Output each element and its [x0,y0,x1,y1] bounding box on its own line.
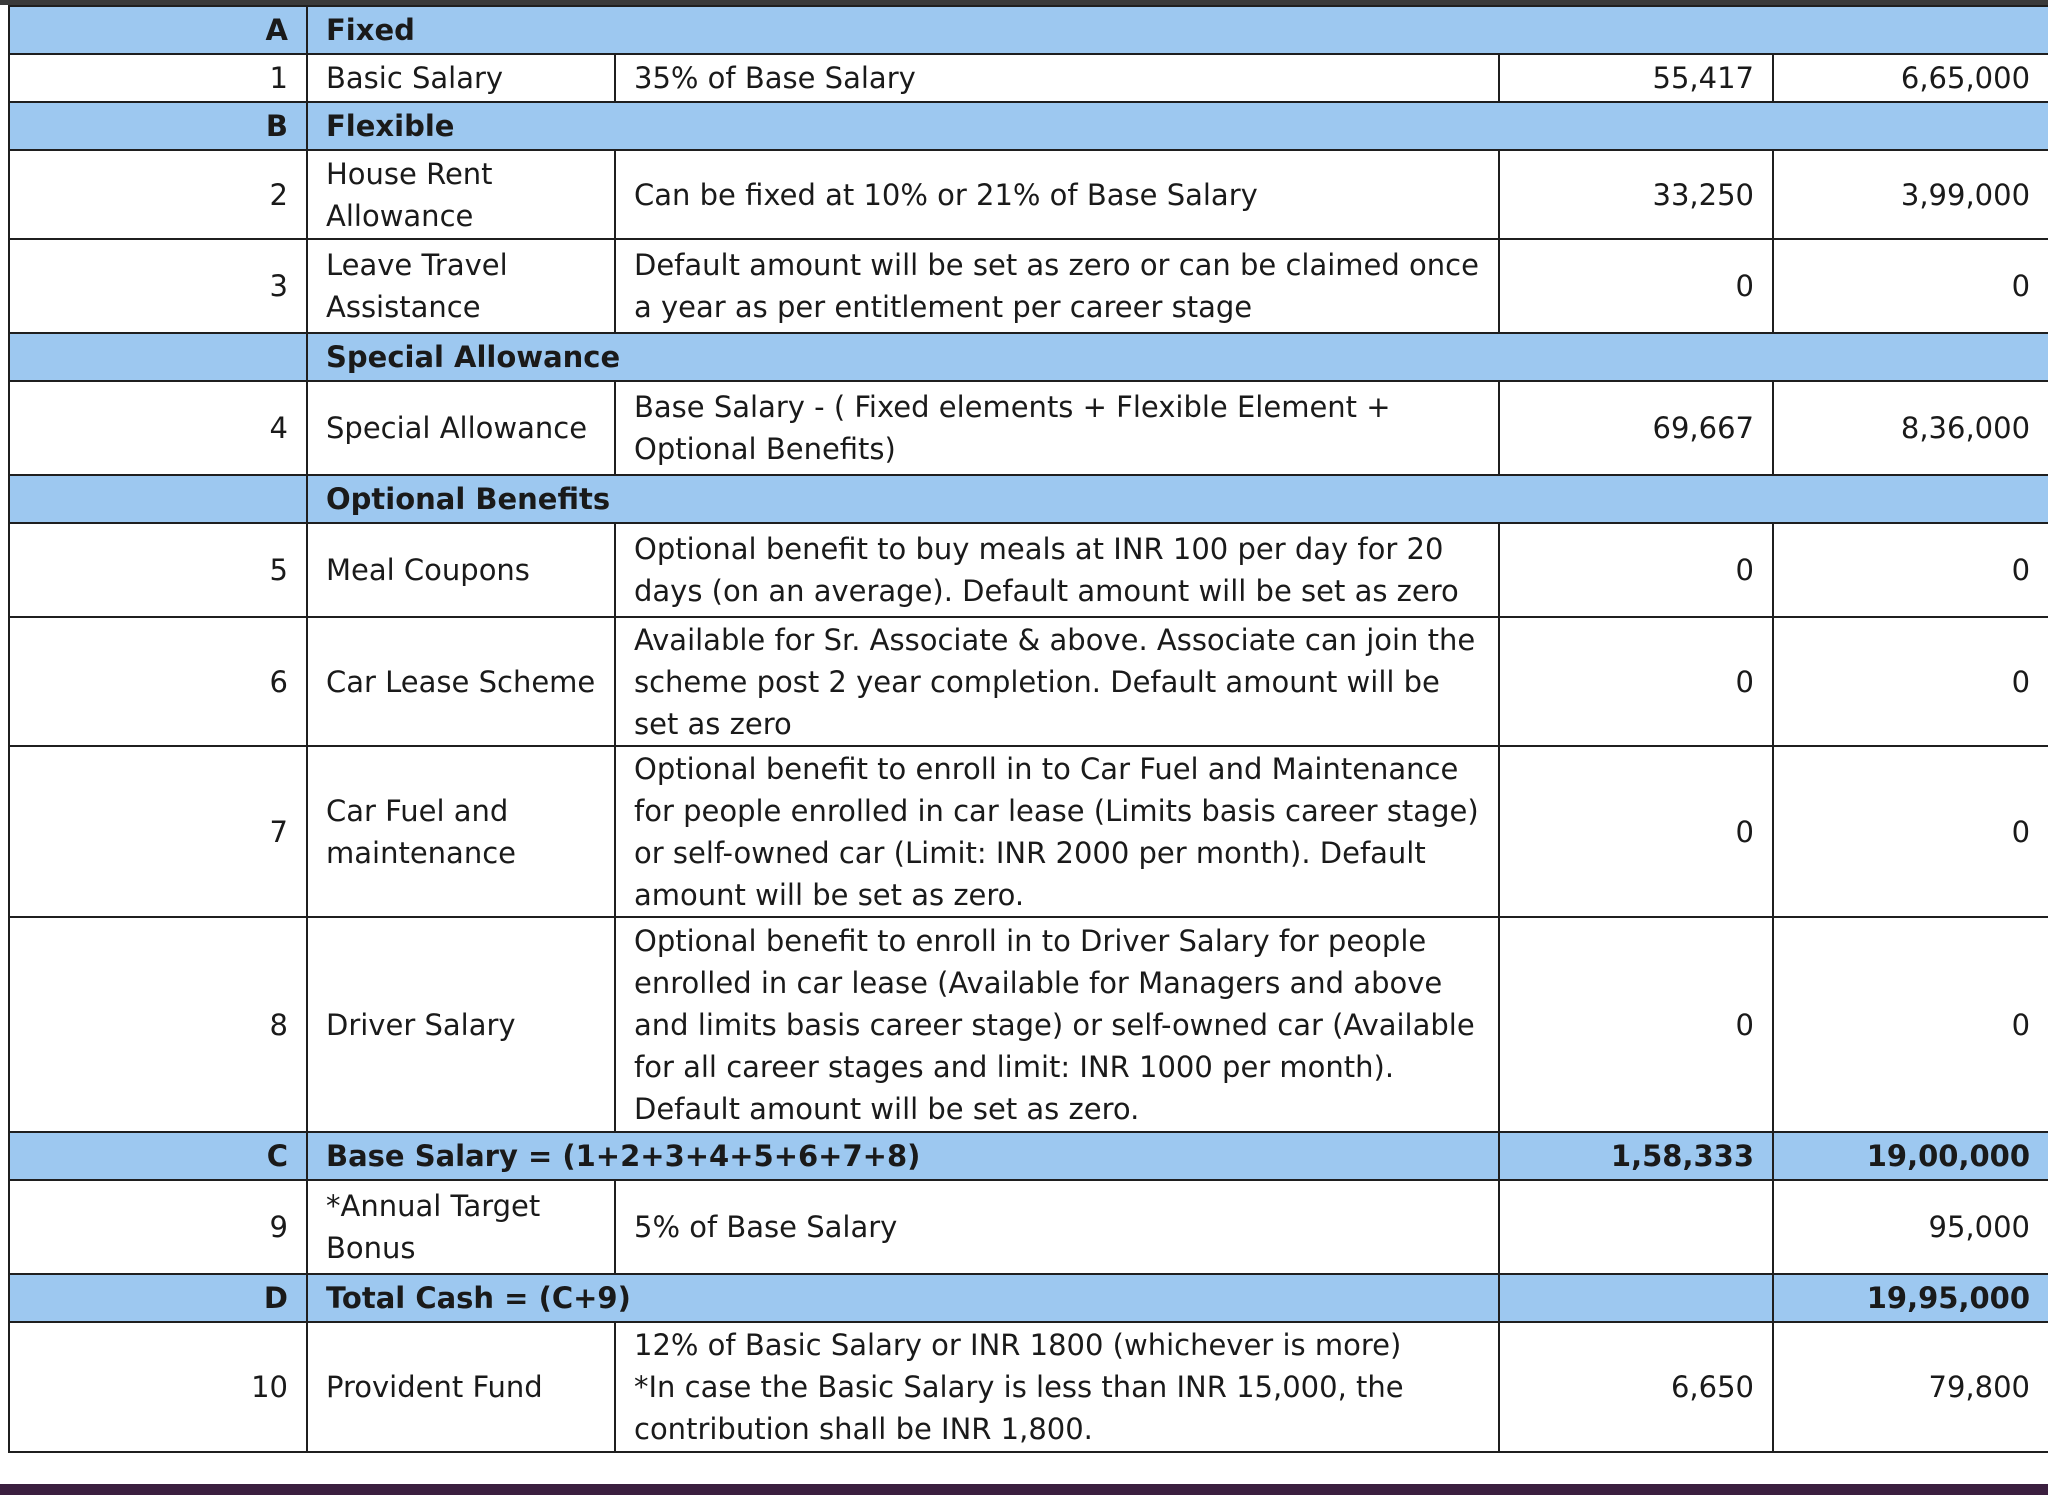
annual-amount: 0 [1773,239,2048,333]
section-row-fixed [9,6,2048,54]
section-index: B [9,102,307,150]
monthly-amount: 6,650 [1499,1322,1773,1452]
component-name: Driver Salary [307,917,615,1132]
component-name: Basic Salary [307,54,615,102]
row-index: 3 [9,239,307,333]
table-row [9,1180,2048,1274]
section-label: Special Allowance [307,333,2048,381]
annual-amount: 79,800 [1773,1322,2048,1452]
section-label: Total Cash = (C+9) [307,1274,1499,1322]
description-line: *In case the Basic Salary is less than INR 15,000, the contribution shall be INR 1,800. [634,1370,1404,1446]
annual-amount: 0 [1773,746,2048,917]
section-index [9,475,307,523]
component-description: Default amount will be set as zero or can be claimed once a year as per entitlement per career stage [615,239,1499,333]
table-row [9,523,2048,617]
section-index: C [9,1132,307,1180]
table-row [9,617,2048,746]
row-index: 8 [9,917,307,1132]
table-row [9,917,2048,1132]
row-index: 10 [9,1322,307,1452]
section-index: D [9,1274,307,1322]
monthly-amount [1499,1180,1773,1274]
component-name: Special Allowance [307,381,615,475]
component-description: Base Salary - ( Fixed elements + Flexible Element + Optional Benefits) [615,381,1499,475]
component-description: 5% of Base Salary [615,1180,1499,1274]
component-name: *Annual Target Bonus [307,1180,615,1274]
description-line: 12% of Basic Salary or INR 1800 (whichever is more) [634,1328,1402,1362]
annual-amount: 8,36,000 [1773,381,2048,475]
monthly-amount: 0 [1499,746,1773,917]
row-index: 5 [9,523,307,617]
component-name: Leave Travel Assistance [307,239,615,333]
monthly-amount: 0 [1499,617,1773,746]
table-row [9,150,2048,239]
section-label: Base Salary = (1+2+3+4+5+6+7+8) [307,1132,1499,1180]
section-label: Optional Benefits [307,475,2048,523]
monthly-amount [1499,1274,1773,1322]
component-name: Meal Coupons [307,523,615,617]
monthly-amount: 55,417 [1499,54,1773,102]
component-name: Car Fuel and maintenance [307,746,615,917]
row-index: 1 [9,54,307,102]
monthly-amount: 1,58,333 [1499,1132,1773,1180]
annual-amount: 0 [1773,917,2048,1132]
bottom-edge-bar [0,1484,2048,1495]
component-name: Car Lease Scheme [307,617,615,746]
section-row-base-salary-total [9,1132,2048,1180]
section-row-total-cash [9,1274,2048,1322]
component-description: 35% of Base Salary [615,54,1499,102]
monthly-amount: 33,250 [1499,150,1773,239]
component-description: Optional benefit to enroll in to Driver Salary for people enrolled in car lease (Available for Managers and above and limits basis career stage) or self-owned car (Available for all career stages and limit: INR 1000 per month). Default amount will be set as zero. [615,917,1499,1132]
table-row [9,746,2048,917]
section-row-special-allowance [9,333,2048,381]
section-label: Fixed [307,6,2048,54]
component-name: Provident Fund [307,1322,615,1452]
salary-structure-table [8,5,2048,1453]
table-row [9,239,2048,333]
monthly-amount: 0 [1499,523,1773,617]
component-description: Optional benefit to enroll in to Car Fuel and Maintenance for people enrolled in car lease (Limits basis career stage) or self-owned car (Limit: INR 2000 per month). Default amount will be set as zero. [615,746,1499,917]
annual-amount: 95,000 [1773,1180,2048,1274]
annual-amount: 19,00,000 [1773,1132,2048,1180]
annual-amount: 19,95,000 [1773,1274,2048,1322]
table-row [9,54,2048,102]
annual-amount: 3,99,000 [1773,150,2048,239]
row-index: 9 [9,1180,307,1274]
table-row [9,381,2048,475]
component-description: Available for Sr. Associate & above. Associate can join the scheme post 2 year completion. Default amount will be set as zero [615,617,1499,746]
section-row-flexible [9,102,2048,150]
section-row-optional-benefits [9,475,2048,523]
row-index: 6 [9,617,307,746]
row-index: 7 [9,746,307,917]
monthly-amount: 0 [1499,239,1773,333]
monthly-amount: 69,667 [1499,381,1773,475]
component-description: Can be fixed at 10% or 21% of Base Salary [615,150,1499,239]
table-row [9,1322,2048,1452]
monthly-amount: 0 [1499,917,1773,1132]
row-index: 4 [9,381,307,475]
section-index [9,333,307,381]
component-description [615,1322,1499,1452]
section-index: A [9,6,307,54]
component-description: Optional benefit to buy meals at INR 100 per day for 20 days (on an average). Default amount will be set as zero [615,523,1499,617]
annual-amount: 6,65,000 [1773,54,2048,102]
annual-amount: 0 [1773,617,2048,746]
row-index: 2 [9,150,307,239]
section-label: Flexible [307,102,2048,150]
component-name: House Rent Allowance [307,150,615,239]
annual-amount: 0 [1773,523,2048,617]
